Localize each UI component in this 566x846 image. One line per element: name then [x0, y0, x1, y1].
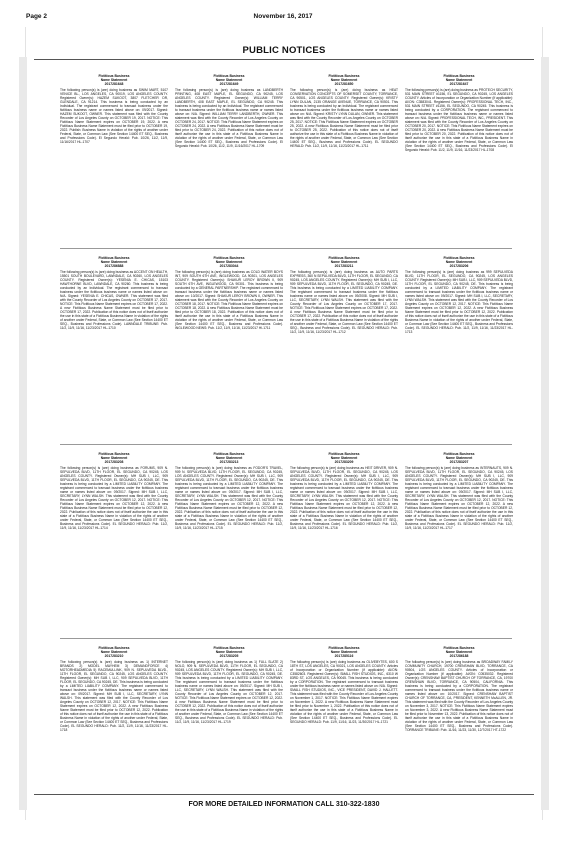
notice-number: 2017283044	[219, 264, 239, 268]
notice-body: The following person(s) is (are) doing business as 1) INTERNET BRANDS 2) MODEL MAYHEM 3) DEMANDFORCE 4) MOTORHEADMEDIA 5) RACEMULLINK, 909 N. SEPULVEDA BLVD., 11TH FLOOR, EL SEGUNDO, CA 90245, LOS ANGELES COUNTY. Registered Owner(s): MH SUB I, LLC, 909 SEPULVEDA BLVD, 11TH FLOOR, EL SEGUNDO, CA 90245, DE. This business is being conducted by a LIMITED LIABILITY COMPANY. The registrant commenced to transact business under the fictitious business name or names listed above on: 09/2017. Signed: MH SUB I, LLC, SECRETARY, LYNN WALSH. This statement was filed with the County Recorder of Los Angeles County on OCTOBER 12, 2017. NOTICE: This Fictitious Name Statement expires on OCTOBER 12, 2022. A new Fictitious Business Name Statement must be filed prior to OCTOBER 12, 2022. Publication of this notice does not of itself authorize the use in this state of a Fictitious Business Name in violation of the rights of another under Federal, State, or Common Law (See Section 14400 ET SEQ., Business and Professions Code). EL SEGUNDO HERALD: Pub. 11/2, 11/9, 11/16, 11/23/2017 HL-1718	[60, 660, 168, 732]
title-rule	[34, 59, 534, 60]
notice-number: 2017285116	[334, 654, 354, 658]
notice-body: The following person(s) is (are) doing business as FODOR'S TRAVEL, 909 N. SEPULVEDA BLVD, 11TH FLOOR, EL SEGUNDO, CA 90245, LOS ANGELES COUNTY. Registered Owner(s): MH SUB I, LLC, 909 SEPULVEDA BLVD, 11TH FLOOR, EL SEGUNDO, CA 90245, DE. This business is being conducted by a LIMITED LIABILITY COMPANY. The registrant commenced to transact business under the fictitious business name or names listed above on: 09/2017. Signed: MH SUB I, LLC, SECRETARY, LYNN WALSH. This statement was filed with the County Recorder of Los Angeles County on OCTOBER 12, 2017. NOTICE: This Fictitious Name Statement expires on OCTOBER 12, 2022. A new Fictitious Business Name Statement must be filed prior to OCTOBER 12, 2022. Publication of this notice does not of itself authorize the use in this state of a Fictitious Business Name in violation of the rights of another under Federal, State, or Common Law (See Section 14400 ET SEQ., Business and Professions Code). EL SEGUNDO HERALD: Pub. 11/2, 11/9, 11/16, 11/23/2017 HL-1715	[175, 466, 283, 530]
notice-heading: Fictitious Business	[443, 256, 475, 260]
notice-number: 2017283207	[449, 460, 469, 464]
notice-heading: Fictitious Business	[443, 452, 475, 456]
notice-number: 2017286188	[449, 654, 469, 658]
notice-block	[175, 646, 283, 724]
notice-heading: Fictitious Business	[98, 646, 130, 650]
notice-body: The following person(s) is (are) doing business as BROADWAY FAMILY COMMUNITY CHURCH, 19700 CRENSHAW BLVD, TORRANCE, CA 90504, LOS ANGELES COUNTY. Articles of Incorporation or Organization Number (if applicable): AI/ON: C0535032. Registered Owner(s): CRENSHAW BAPTIST CHURCH OF TORRANCE, CA, 19700 CRENSHAW BLVD, TORRANCE, CA 90504, CALIFORNIA. This business is being conducted by a CORPORATION. The registrant commenced to transact business under the fictitious business name or names listed above on: 10/2017. Signed: CRENSHAW BAPTIST CHURCH OF TORRANCE, CA, PRESIDENT, KENNETH McALLEN, JR. This statement was filed with the County Recorder of Los Angeles County on November 3, 2017. NOTICE: This Fictitious Name Statement expires on November 3, 2022. A new Fictitious Business Name Statement must be filed prior to November 13, 2022. Publication of this notice does not of itself authorize the use in this state of a Fictitious Business Name in violation of the rights of another under Federal, State, or Common Law (See Section 14400 ET SEQ., Business and Professions Code). TORRANCE TRIBUNE: Pub. 11/16, 11/23, 11/30, 12/7/2017 HT-1722	[405, 660, 513, 732]
notice-block	[175, 256, 283, 330]
notice-number: 2017281650	[334, 82, 354, 86]
notice-number: 2017283209	[334, 460, 354, 464]
notice-number: 2017283213	[219, 460, 239, 464]
notice-number: 2017281647	[449, 82, 469, 86]
notice-heading: Fictitious Business	[98, 452, 130, 456]
notice-block	[60, 452, 168, 530]
notice-heading: Fictitious Business	[328, 74, 360, 78]
page-header	[26, 13, 540, 25]
notice-body: The following person(s) is (are) doing business as 999 SEPULVEDA BLVD, 11TH FLOOR, EL SEGUNDO, CA 90245, LOS ANGELES COUNTY. Registered Owner(s): MH SUB I, LLC, 909 SEPULVEDA BLVD, 11TH FLOOR, EL SEGUNDO, CA 90245, DE. This business is being conducted by a LIMITED LIABILITY COMPANY. The registrant commenced to transact business under the fictitious business name or names listed above on: 09/2017. Signed: MH SUB I, LLC, SECRETARY, LYNN WALSH. This statement was filed with the County Recorder of Los Angeles County on OCTOBER 12, 2017. NOTICE: This Fictitious Name Statement expires on OCTOBER 12, 2022. A new Fictitious Business Name Statement must be filed prior to OCTOBER 12, 2022. Publication of this notice does not of itself authorize the use in this state of a Fictitious Business Name in violation of the rights of another under Federal, State, or Common Law (See Section 14400 ET SEQ., Business and Professions Code). EL SEGUNDO HERALD: Pub. 11/2, 11/9, 11/16, 11/23/2017 HL-1713	[405, 270, 513, 334]
notice-heading: Fictitious Business	[328, 452, 360, 456]
notice-number: 2017283211	[334, 264, 354, 268]
notice-subheading: Name Statement	[215, 456, 243, 460]
notice-body: The following person(s) is (are) doing business as SWIM MART, 5107 VENICE BL., LOS ANGELES, CA 90019, LOS ANGELES COUNTY. Registered Owner(s): HAZEM SUKOOT, 3807 FLETCHER DR, GLENDALE, CA 91214. This business is being conducted by an Individual. The registrant commenced to transact business under the fictitious business name or names listed above on: 09/2017. Signed: HAZEM SUKOOT, OWNER. This statement was filed with the County Recorder of Los Angeles County on OCTOBER 19, 2017. NOTICE: This Fictitious Name Statement expires on OCTOBER 19, 2022. A new Fictitious Business Name Statement must be filed prior to OCTOBER 19, 2022. Publish: Business Name in violation of the rights of another under Federal, State, or Common Law (See Section 14400 ET SEQ., Business and Professions Code). El Segundo Herald: Pub. 10/26, 11/2, 11/9, 11/16/2017 HL-1707	[60, 88, 168, 144]
left-margin-band	[19, 57, 27, 810]
notice-number: 2017283208	[104, 460, 124, 464]
notice-block	[290, 646, 398, 724]
notice-block	[175, 74, 283, 148]
notice-heading: Fictitious Business	[443, 74, 475, 78]
notice-body: The following person(s) is (are) doing business as COLD WATER BOYS INT, 909 SOUTH 6TH AVE, INGLEWOOD, CA 90301, LOS ANGELES COUNTY. Registered Owner(s): SHAKUR LEROY BROWN II, 909 SOUTH 6TH AVE, INGLEWOOD, CA 90301. This business is being conducted by a GENERAL PARTNERSHIP. The registrant commenced to transact business under the fictitious business name or names listed above on: 10/2017. Signed: SHAKUR LEROY BROWN II, OWNER. This statement was filed with the County Recorder of Los Angeles County on OCTOBER 18, 2017. NOTICE: This Fictitious Name Statement expires on OCTOBER 18, 2022. A new Fictitious Business Name Statement must be filed prior to OCTOBER 18, 2022. Publication of this notice does not of itself authorize the use in this state of a Fictitious Business Name in violation of the rights of another under Federal, State, or Common Law (See Section 14400 ET SEQ., Business and Professions Code). INGLEWOOD NEWS: Pub. 11/2, 11/9, 11/16, 11/23/2017 HI-1711	[175, 270, 283, 330]
notice-subheading: Name Statement	[215, 650, 243, 654]
notice-body: The following person(s) is (are) doing business as FORUMS, 909 N. SEPULVEDA BLVD, 11TH FLOOR, EL SEGUNDO, CA 90245, LOS ANGELES COUNTY. Registered Owner(s): MH SUB I, LLC, 909 SEPULVEDA BLVD, 11TH FLOOR, EL SEGUNDO, CA 90245, DE. This business is being conducted by a LIMITED LIABILITY COMPANY. The registrant commenced to transact business under the fictitious business name or names listed above on: 09/2017. Signed: MH SUB I, LLC, SECRETARY, LYNN WALSH. This statement was filed with the County Recorder of Los Angeles County on OCTOBER 12, 2017. NOTICE: This Fictitious Name Statement expires on OCTOBER 12, 2022. A new Fictitious Business Name Statement must be filed prior to OCTOBER 12, 2022. Publication of this notice does not of itself authorize the use in this state of a Fictitious Business Name in violation of the rights of another under Federal, State, or Common Law (See Section 14400 ET SEQ., Business and Professions Code). EL SEGUNDO HERALD: Pub. 11/2, 11/9, 11/16, 11/23/2017 HL-1714	[60, 466, 168, 530]
notice-body: The following person(s) is (are) doing business as OLIVEBYTES, 600 S 18TH ST, LOS ANGELES, CA 90021, LOS ANGELES COUNTY. Articles of Incorporation or Organization Number (if applicable): AI/ON: C3582603. Registered Owner(s): SMALL FISH STUDIOS, INC., 6310 W 83RD ST, LOS ANGELES, CA 90045. This business is being conducted by a CORPORATION. The registrant commenced to transact business under the fictitious business name or names listed above on: N/A. Signed: SMALL FISH STUDIOS, INC., VICE PRESIDENT, DAVID J. HALLETT. This statement was filed with the County Recorder of Los Angeles County on November 1, 2017. NOTICE: This Fictitious Name Statement expires on November 1, 2022. A new Fictitious Business Name Statement must be filed prior to November 1, 2022. Publication of this notice does not of itself authorize the use in this state of a Fictitious Business Name in violation of the rights of another under Federal, State, or Common Law (See Section 14400 ET SEQ., Business and Professions Code). EL SEGUNDO HERALD: Pub. 11/9, 11/16, 11/23, 11/30/2017 HL-1721	[290, 660, 398, 724]
notice-subheading: Name Statement	[330, 650, 358, 654]
notice-subheading: Name Statement	[330, 456, 358, 460]
notice-number: 2017283205	[219, 654, 239, 658]
right-margin-band	[541, 57, 549, 810]
notice-subheading: Name Statement	[100, 650, 128, 654]
notice-heading: Fictitious Business	[213, 452, 245, 456]
notice-body: The following person(s) is (are) doing business as HEAT CONSERVATION CONCEPTS OF SOMERSET COUNTY, TORRANCE, CA 90501, LOS ANGELES COUNTY. Registered Owner(s): KRISTY LYNN DULAN, 2135 ORANGE AVENUE, TORRANCE, CA 90501. This business is being conducted by an Individual. The registrant commenced to transact business under the fictitious business name or names listed above on: N/A. Signed: KRISTY LYNN DULAN, OWNER. This statement was filed with the County Recorder of Los Angeles County on OCTOBER 25, 2017. NOTICE: This Fictitious Name Statement expires on OCTOBER 25, 2022. A new Fictitious Business Name Statement must be filed prior to OCTOBER 25, 2022. Publication of this notice does not of itself authorize the use in this state of a Fictitious Business Name in violation of the rights of another under Federal, State, or Common Law (See Section 14400 ET SEQ., Business and Professions Code). EL SEGUNDO HERALD: Pub. 11/2, 11/9, 11/16, 11/23/2017 HL-1711	[290, 88, 398, 148]
notice-block	[405, 74, 513, 152]
notice-heading: Fictitious Business	[213, 74, 245, 78]
notice-subheading: Name Statement	[330, 78, 358, 82]
notice-heading: Fictitious Business	[213, 646, 245, 650]
notice-subheading: Name Statement	[330, 260, 358, 264]
row-separator	[60, 248, 512, 249]
notice-body: The following person(s) is (are) doing business as AUTO PARTS EXPRESS, 360 N SEPULVEDA BLVD, 11TH FLOOR, EL SEGUNDO, CA 90245, LOS ANGELES COUNTY. Registered Owner(s): MH SUB I, LLC, 909 SEPULVEDA BLVD, 11TH FLOOR, EL SEGUNDO, CA 90245, DE. This business is being conducted by a LIMITED LIABILITY COMPANY. The registrant commenced to transact business under the fictitious business name or names listed above on: 09/2008. Signed: MH SUB I, LLC, SECRETARY, LYNN WALSH. This statement was filed with the County Recorder of Los Angeles County on OCTOBER 17, 2017. NOTICE: This Fictitious Name Statement expires on OCTOBER 17, 2022. A new Fictitious Business Name Statement must be filed prior to OCTOBER 17, 2022. Publication of this notice does not of itself authorize the use in this state of a Fictitious Business Name in violation of the rights of another under Federal, State, or Common Law (See Section 14400 ET SEQ., Business and Professions Code). EL SEGUNDO HERALD: Pub. 11/2, 11/9, 11/16, 11/23/2017 HL-1712	[290, 270, 398, 334]
notice-body: The following person(s) is (are) doing business as 1) FULL SLATE 2) NOLO, 909 N. SEPULVEDA BLVD, 11TH FLOOR, EL SEGUNDO, CA 90245, LOS ANGELES COUNTY. Registered Owner(s): MH SUB I, LLC, 909 SEPULVEDA BLVD, 11TH FLOOR, EL SEGUNDO, CA 90245, DE. This business is being conducted by a LIMITED LIABILITY COMPANY. The registrant commenced to transact business under the fictitious business name or names listed above on: 09/2017. Signed: MH SUB I, LLC, SECRETARY, LYNN WALSH. This statement was filed with the County Recorder of Los Angeles County on OCTOBER 12, 2017. NOTICE: This Fictitious Name Statement expires on OCTOBER 12, 2022. A new Fictitious Business Name Statement must be filed prior to OCTOBER 12, 2022. Publication of this notice does not of itself authorize the use in this state of a Fictitious Business Name in violation of the rights of another under Federal, State, or Common Law (See Section 14400 ET SEQ., Business and Professions Code). EL SEGUNDO HERALD: Pub. 11/2, 11/9, 11/16, 11/23/2017 HL-1719	[175, 660, 283, 724]
notice-block	[60, 74, 168, 144]
notice-heading: Fictitious Business	[328, 256, 360, 260]
notice-body: The following person(s) is (are) doing business as INTERNAUTS, 909 N. SEPULVEDA BLVD, 11TH FLOOR, EL SEGUNDO, CA 90245, LOS ANGELES COUNTY. Registered Owner(s): MH SUB I, LLC, 909 SEPULVEDA BLVD, 11TH FLOOR, EL SEGUNDO, CA 90245, DE. This business is being conducted by a LIMITED LIABILITY COMPANY. The registrant commenced to transact business under the fictitious business name or names listed above on: 09/2017. Signed: MH SUB I, LLC, SECRETARY, LYNN WALSH. This statement was filed with the County Recorder of Los Angeles County on OCTOBER 12, 2017. NOTICE: This Fictitious Name Statement expires on OCTOBER 12, 2022. A new Fictitious Business Name Statement must be filed prior to OCTOBER 12, 2022. Publication of this notice does not of itself authorize the use in this state of a Fictitious Business Name in violation of the rights of another under Federal, State, or Common Law (See Section 14400 ET SEQ., Business and Professions Code). EL SEGUNDO HERALD: Pub. 11/2, 11/9, 11/16, 11/23/2017 HL-1717	[405, 466, 513, 530]
page-title: PUBLIC NOTICES	[242, 45, 326, 56]
notice-subheading: Name Statement	[445, 456, 473, 460]
notice-block	[175, 452, 283, 530]
notice-body: The following person(s) is (are) doing business as HEIT DRIVER, 909 N. SEPULVEDA BLVD, 11TH FLOOR, EL SEGUNDO, CA 90245, LOS ANGELES COUNTY. Registered Owner(s): MH SUB I, LLC, 909 SEPULVEDA BLVD, 11TH FLOOR, EL SEGUNDO, CA 90245, DE. This business is being conducted by a LIMITED LIABILITY COMPANY. The registrant commenced to transact business under the fictitious business name or names listed above on: 09/2017. Signed: MH SUB I, LLC, SECRETARY, LYNN WALSH. This statement was filed with the County Recorder of Los Angeles County on OCTOBER 12, 2017. NOTICE: This Fictitious Name Statement expires on OCTOBER 12, 2022. A new Fictitious Business Name Statement must be filed prior to OCTOBER 12, 2022. Publication of this notice does not of itself authorize the use in this state of a Fictitious Business Name in violation of the rights of another under Federal, State, or Common Law (See Section 14400 ET SEQ., Business and Professions Code). EL SEGUNDO HERALD: Pub. 11/2, 11/9, 11/16, 11/23/2017 HL-1716	[290, 466, 398, 530]
row-separator	[60, 444, 512, 445]
notice-heading: Fictitious Business	[328, 646, 360, 650]
notice-block	[290, 74, 398, 148]
page-number: Page 2	[26, 13, 47, 20]
notice-block	[290, 452, 398, 530]
notice-subheading: Name Statement	[215, 260, 243, 264]
notices-sheet	[25, 27, 543, 820]
notice-number: 2017283206	[449, 264, 469, 268]
notice-heading: Fictitious Business	[213, 256, 245, 260]
notice-block	[405, 452, 513, 530]
notice-block	[290, 256, 398, 334]
notice-subheading: Name Statement	[100, 456, 128, 460]
notice-number: 2017281649	[219, 82, 239, 86]
notice-body: The following person(s) is (are) doing business as ACCENT ON HEALTH, 15501 SOUTH BOULEVARD, LAWNDALE, CA 90260, LOS ANGELES COUNTY. Registered Owner(s): YESENIA E. CHICAS, 15103 HAWTHORNE BLVD, LAWNDALE, CA 90260. This business is being conducted by an Individual. The registrant commenced to transact business under the fictitious business name or names listed above on: N/A. Signed: YESENIA E. CHICAS, OWNER. This statement was filed with the County Recorder of Los Angeles County on OCTOBER 17, 2017. NOTICE: This Fictitious Name Statement expires on OCTOBER 17, 2022. A new Fictitious Business Name Statement must be filed prior to OCTOBER 17, 2022. Publication of this notice does not of itself authorize the use in this state of a Fictitious Business Name in violation of the rights of another under Federal, State, or Common Law (See Section 14400 ET SEQ., Business and Professions Code). LAWNDALE TRIBUNE: Pub. 11/2, 11/9, 11/16, 11/23/2017 HL-1710	[60, 270, 168, 330]
notice-block	[60, 256, 168, 330]
notice-heading: Fictitious Business	[98, 74, 130, 78]
notice-number: 2017286888	[104, 264, 124, 268]
notice-number: 2017283210	[104, 654, 124, 658]
notice-subheading: Name Statement	[215, 78, 243, 82]
footer-rule	[34, 794, 534, 795]
notice-heading: Fictitious Business	[98, 256, 130, 260]
notice-block	[60, 646, 168, 732]
notice-subheading: Name Statement	[445, 78, 473, 82]
notice-subheading: Name Statement	[445, 650, 473, 654]
notice-body: The following person(s) is (are) doing business as LANDBERTH PRINTING, 408 EAST MAPLE, EL SEGUNDO, CA 90245, LOS ANGELES COUNTY. Registered Owner(s): WILLIAM TERRY LANDBERTH, 408 EAST MAPLE, EL SEGUNDO, CA 90245. This business is being conducted by an Individual. The registrant commenced to transact business under the fictitious business name or names listed above on: N/A. Signed: WILLIAM TERRY LANDBERTH, OWNER. This statement was filed with the County Recorder of Los Angeles County on OCTOBER 24, 2017. NOTICE: This Fictitious Name Statement expires on OCTOBER 24, 2022. A new Fictitious Business Name Statement must be filed prior to OCTOBER 24, 2022. Publication of this notice does not of itself authorize the use in this state of a Fictitious Business Name in violation of the rights of another under Federal, State, or Common Law (See Section 14400 ET SEQ., Business and Professions Code). El Segundo Herald: Pub. 10/26, 11/2, 11/9, 11/16/2017 HL-1709	[175, 88, 283, 148]
notice-subheading: Name Statement	[445, 260, 473, 264]
row-separator	[60, 638, 512, 639]
notice-subheading: Name Statement	[100, 260, 128, 264]
notice-body: The following person(s) is (are) doing business as PROTECH SECURITY, 531 MAIN STREET #1156, EL SEGUNDO, CA 90245, LOS ANGELES COUNTY. Articles of Incorporation or Organization Number (if applicable): AI/ON: C3583041. Registered Owner(s): PROFESSIONAL TECH, INC., 531 MAIN STREET #1156, EL SEGUNDO, CA 90245. This business is being conducted by a CORPORATION. The registrant commenced to transact business under the fictitious business name or names listed above on: N/A. Signed: PROFESSIONAL TECH, INC., PRESIDENT. This statement was filed with the County Recorder of Los Angeles County on OCTOBER 20, 2017. NOTICE: This Fictitious Name Statement expires on OCTOBER 20, 2022. A new Fictitious Business Name Statement must be filed prior to OCTOBER 20, 2022. Publication of this notice does not of itself authorize the use in this state of a Fictitious Business Name in violation of the rights of another under Federal, State, or Common Law (See Section 14400 ET SEQ., Business and Professions Code). El Segundo Herald: Pub. 11/2, 11/9, 11/16, 11/23/2017 HL-1708	[405, 88, 513, 152]
notice-block	[405, 256, 513, 334]
issue-date: November 16, 2017	[253, 13, 313, 20]
notice-heading: Fictitious Business	[443, 646, 475, 650]
footer-contact: FOR MORE DETAILED INFORMATION CALL 310-322-1830	[188, 801, 380, 808]
notice-block	[405, 646, 513, 732]
notice-subheading: Name Statement	[100, 78, 128, 82]
notice-number: 2017281648	[104, 82, 124, 86]
